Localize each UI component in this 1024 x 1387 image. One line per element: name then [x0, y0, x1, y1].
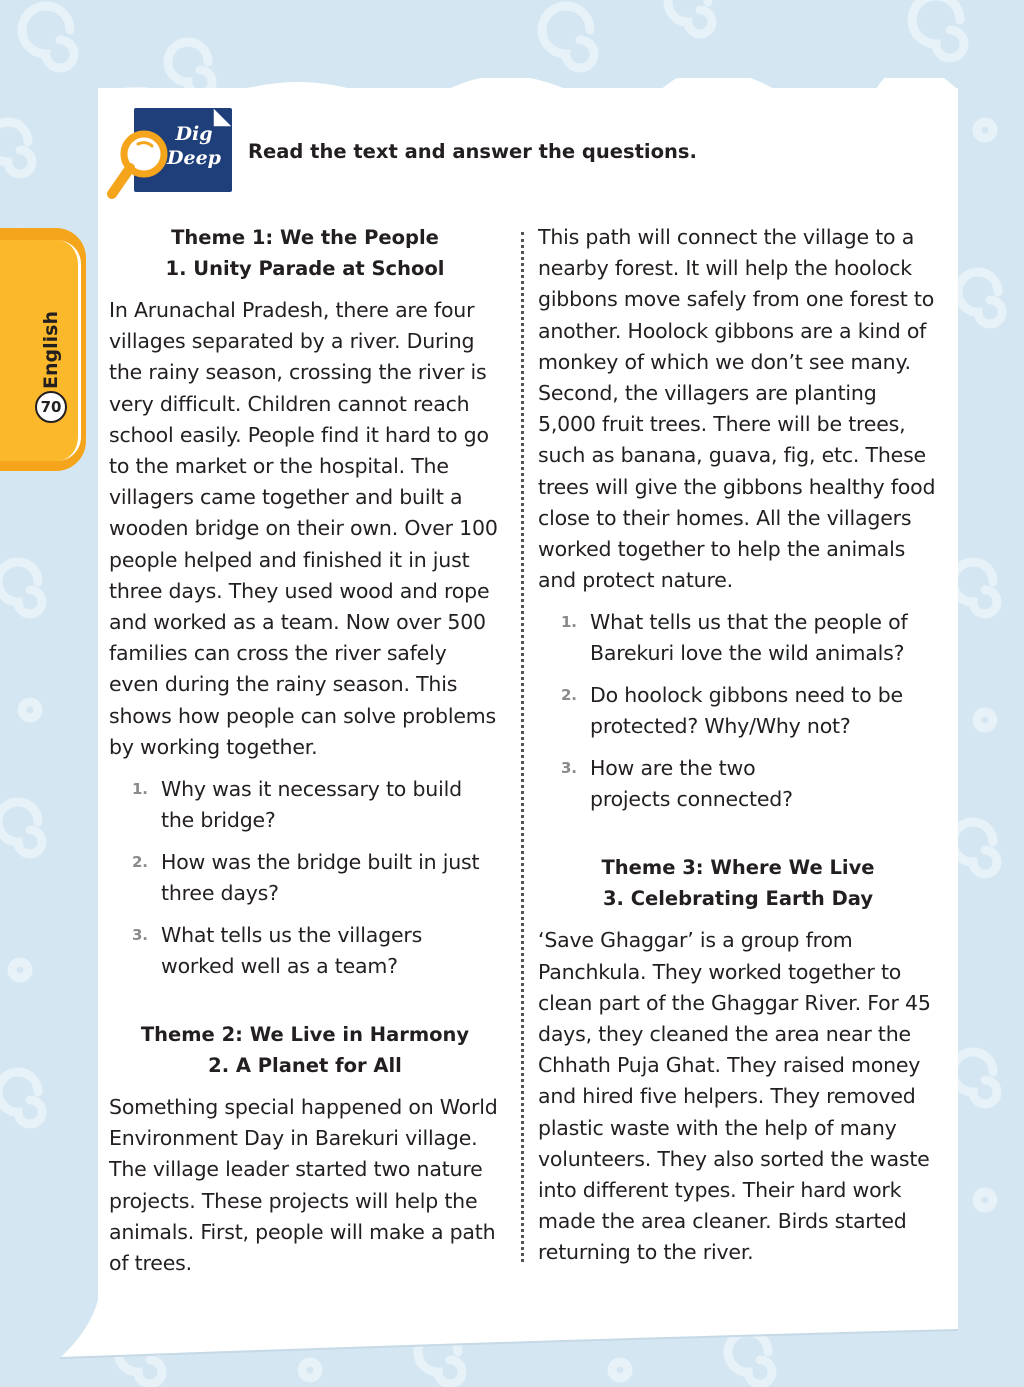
question-item: [538, 680, 938, 742]
question-number: 2.: [561, 686, 577, 705]
theme3-passage: ‘Save Ghaggar’ is a group from Panchkula. They worked together to clean part of the Ghaggar River. For 45 days, they cleaned the area near the Chhath Puja Ghat. They raised money and hired five helpers. They removed plastic waste with the help of many volunteers. They also sorted the waste into different types. Their hard work made the area cleaner. Birds started returning to the river.: [538, 928, 931, 1265]
theme2-heading: Theme 2: We Live in Harmony: [140, 1023, 470, 1047]
question-item: [109, 774, 501, 836]
theme1-questions: [109, 774, 501, 982]
badge-line-deep: Deep: [167, 147, 221, 169]
theme3-title: 3. Celebrating Earth Day: [602, 887, 874, 911]
question-item: [538, 753, 938, 815]
question-number: 3.: [132, 925, 148, 944]
question-text: What tells us the villagers worked well as a team?: [161, 922, 423, 978]
right-column: [538, 222, 938, 1269]
question-text: Do hoolock gibbons need to be protected? Why/Why not?: [590, 683, 903, 739]
question-item: [109, 847, 501, 909]
theme2-questions: [538, 607, 938, 815]
theme1-heading: Theme 1: We the People: [171, 226, 439, 249]
question-text: How was the bridge built in just three days?: [161, 849, 480, 905]
theme3-heading: Theme 3: Where We Live: [601, 856, 875, 880]
badge-line-dig: Dig: [175, 123, 213, 145]
question-text: Why was it necessary to build the bridge?: [161, 776, 462, 832]
question-number: 3.: [561, 759, 577, 778]
theme2-passage-part1: Something special happened on World Environment Day in Barekuri village. The village leader started two nature projects. These projects will help the animals. First, people will make a path of trees.: [109, 1095, 498, 1276]
dig-deep-badge: [106, 106, 234, 196]
page-number: 70: [35, 391, 67, 423]
question-item: [109, 920, 501, 982]
theme1-title: 1. Unity Parade at School: [165, 257, 445, 280]
paper-curled-bottom-edge: [60, 1300, 960, 1360]
theme2-title: 2. A Planet for All: [208, 1054, 402, 1078]
question-text: How are the two projects connected?: [590, 756, 793, 812]
instruction-text: Read the text and answer the questions.: [248, 140, 697, 163]
question-number: 2.: [132, 852, 148, 871]
left-column: [109, 222, 501, 1279]
badge-label: [154, 122, 234, 170]
theme2-passage-part2: This path will connect the village to a nearby forest. It will help the hoolock gibbons move safely from one forest to another. Hoolock gibbons are a kind of monkey of which we don’t see many. Second, the villagers are planting 5,000 fruit trees. There will be trees, such as banana, guava, fig, etc. These trees will give the gibbons healthy food close to their homes. All the villagers worked together to help the animals and protect nature.: [538, 225, 936, 593]
question-number: 1.: [132, 779, 148, 798]
question-text: What tells us that the people of Barekuri love the wild animals?: [590, 610, 908, 666]
question-number: 1.: [561, 613, 577, 632]
subject-label: English: [40, 311, 62, 389]
theme1-passage: In Arunachal Pradesh, there are four villages separated by a river. During the rainy season, crossing the river is very difficult. Children cannot reach school easily. People find it hard to go to the market or the hospital. The villagers came together and built a wooden bridge on their own. Over 100 people helped and finished it in just three days. They used wood and rope and worked as a team. Now over 500 families can cross the river safely even during the rainy season. This shows how people can solve problems by working together.: [109, 298, 498, 759]
column-divider: [521, 232, 524, 1262]
question-item: [538, 607, 938, 669]
